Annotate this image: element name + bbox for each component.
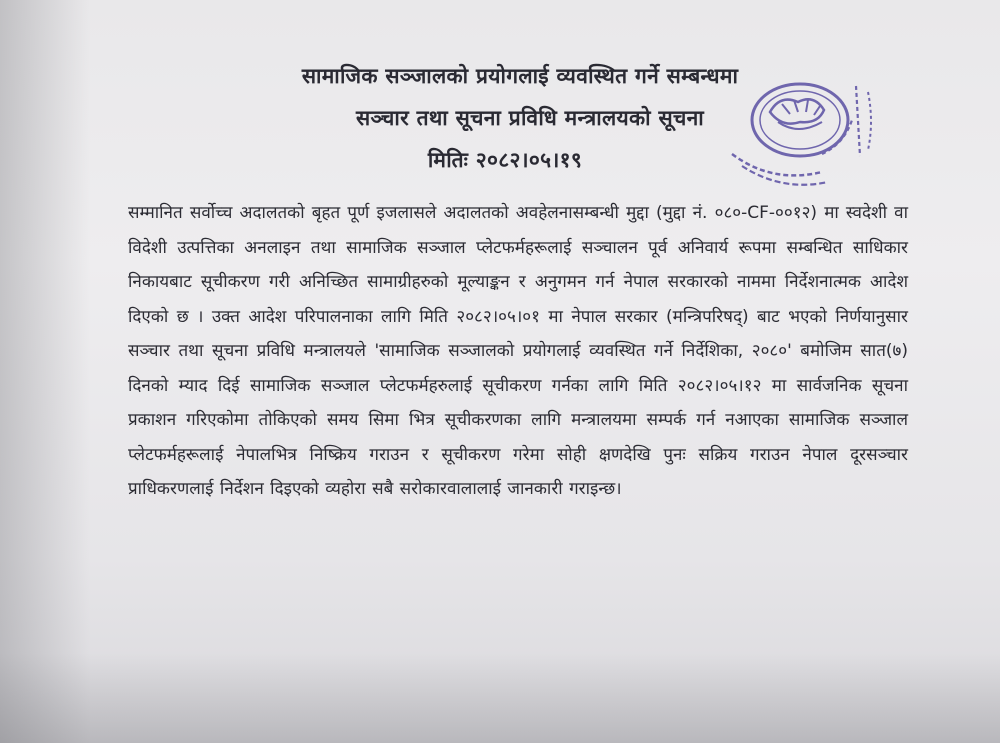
paper-shadow-bottom — [0, 653, 1000, 743]
notice-date: मितिः २०८२।०५।१९ — [427, 148, 583, 172]
ministry-seal-stamp — [722, 82, 892, 212]
notice-body-paragraph: सम्मानित सर्वोच्च अदालतको बृहत पूर्ण इजलासले अदालतको अवहेलनासम्बन्धी मुद्दा (मुद्दा नं. ०८०-CF-००१२) मा स्वदेशी वा विदेशी उत्पत्तिका अनलाइन तथा सामाजिक सञ्जाल प्लेटफर्महरूलाई सञ्चालन पूर्व अनिवार्य रूपमा सम्बन्धित साधिकार निकायबाट सूचीकरण गरी अनिच्छित सामाग्रीहरुको मूल्याङ्कन र अनुगमन गर्न नेपाल सरकारको नाममा निर्देशनात्मक आदेश दिएको छ । उक्त आदेश परिपालनाका लागि मिति २०८२।०५।०१ मा नेपाल सरकार (मन्त्रिपरिषद्) बाट भएको निर्णयानुसार सञ्चार तथा सूचना प्रविधि मन्त्रालयले 'सामाजिक सञ्जालको प्रयोगलाई व्यवस्थित गर्ने निर्देशिका, २०८०' बमोजिम सात(७) दिनको म्याद दिई सामाजिक सञ्जाल प्लेटफर्महरुलाई सूचीकरण गर्नका लागि मिति २०८२।०५।१२ मा सार्वजनिक सूचना प्रकाशन गरिएकोमा तोकिएको समय सिमा भित्र सूचीकरणका लागि मन्त्रालयमा सम्पर्क गर्न नआएका सामाजिक सञ्जाल प्लेटफर्महरूलाई नेपालभित्र निष्क्रिय गराउन र सूचीकरण गरेमा सोही क्षणदेखि पुनः सक्रिय गराउन नेपाल दूरसञ्चार प्राधिकरणलाई निर्देशन दिइएको व्यहोरा सबै सरोकारवालालाई जानकारी गराइन्छ। — [128, 203, 908, 499]
ministry-notice-heading: सञ्चार तथा सूचना प्रविधि मन्त्रालयको सूचना — [355, 106, 705, 130]
seal-stamp-icon — [722, 82, 892, 212]
notice-title: सामाजिक सञ्जालको प्रयोगलाई व्यवस्थित गर्ने सम्बन्धमा — [301, 64, 739, 88]
